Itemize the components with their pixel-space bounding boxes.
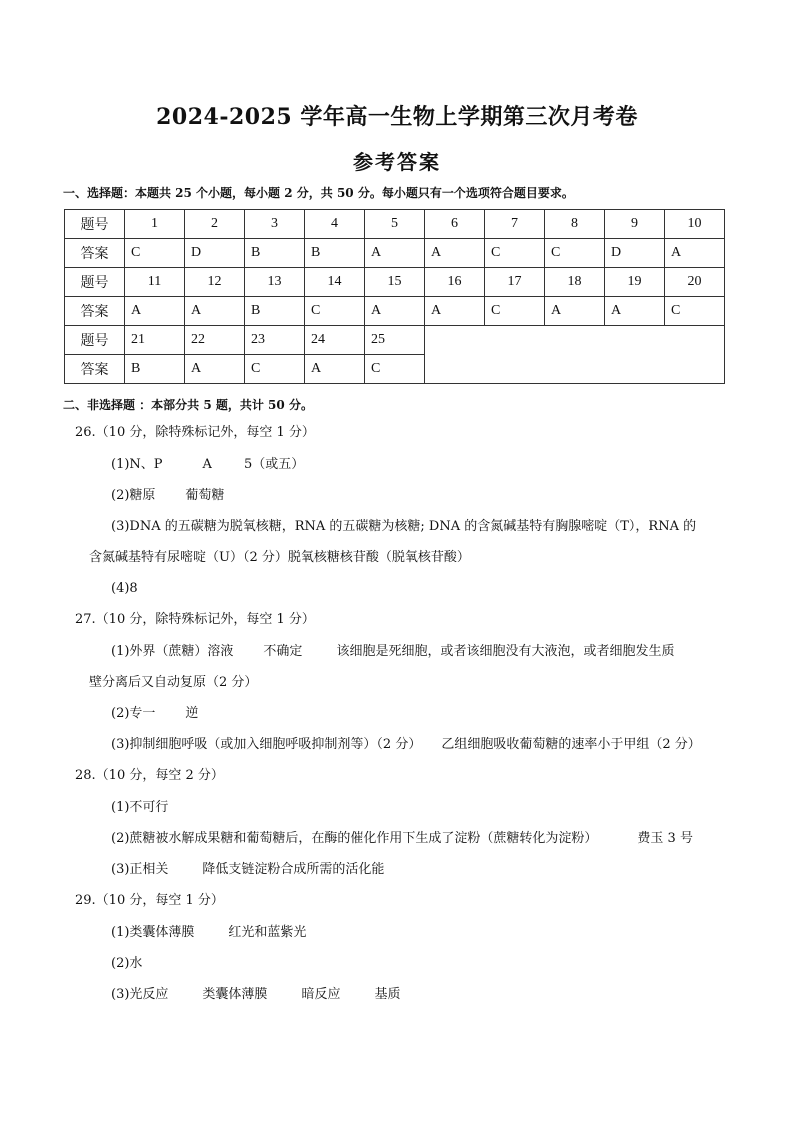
page-title: 2024-2025 学年高一生物上学期第三次月考卷 [156, 104, 638, 130]
q29-line-3 [111, 986, 400, 1004]
table-row-answers [65, 297, 725, 326]
q29-line-2: (2)水 [111, 956, 143, 971]
section-1-heading: 一、选择题：本题共 25 个小题，每小题 2 分，共 50 分。每小题只有一个选项符合题目要求。 [63, 186, 574, 200]
q29-1-answer-b: 红光和蓝紫光 [228, 925, 307, 940]
question-number-cell: 13 [245, 268, 305, 297]
question-number-cell: 20 [665, 268, 725, 297]
answer-cell: C [365, 355, 425, 384]
question-number-cell: 10 [665, 210, 725, 239]
answer-cell: B [305, 239, 365, 268]
empty-table-area [425, 326, 725, 384]
question-number-cell: 4 [305, 210, 365, 239]
table-row-question-numbers [65, 326, 725, 355]
q28-2-answer-b: 费玉 3 号 [637, 831, 693, 846]
answer-cell: B [245, 297, 305, 326]
answer-cell: D [185, 239, 245, 268]
q29-heading: 29.（10 分，每空 1 分） [75, 893, 224, 908]
q26-1-answer-b: A [202, 457, 212, 472]
question-number-cell: 1 [125, 210, 185, 239]
answer-cell: C [305, 297, 365, 326]
q28-line-1: (1)不可行 [111, 800, 169, 815]
q28-2-answer-a: (2)蔗糖被水解成果糖和葡萄糖后，在酶的催化作用下生成了淀粉（蔗糖转化为淀粉） [111, 831, 598, 846]
row-header-answer: 答案 [65, 355, 125, 384]
row-header-question: 题号 [65, 326, 125, 355]
answer-cell: A [125, 297, 185, 326]
q26-line-4: (4)8 [111, 581, 138, 596]
question-number-cell: 7 [485, 210, 545, 239]
answer-cell: C [245, 355, 305, 384]
answer-cell: D [605, 239, 665, 268]
question-number-cell: 25 [365, 326, 425, 355]
q26-line-3a: (3)DNA 的五碳糖为脱氧核糖，RNA 的五碳糖为核糖; DNA 的含氮碱基特有胸腺嘧啶（T），RNA 的 [111, 519, 697, 534]
section-2-heading: 二、非选择题 ：本部分共 5 题，共计 50 分。 [63, 398, 313, 412]
q26-3-answer-a: 含氮碱基特有尿嘧啶（U）（2 分） [89, 550, 288, 565]
question-number-cell: 2 [185, 210, 245, 239]
table-row-question-numbers [65, 268, 725, 297]
q26-line-3b [89, 549, 470, 567]
q26-2-answer-a: (2)糖原 [111, 488, 156, 503]
table-row-answers [65, 239, 725, 268]
q29-3-answer-d: 基质 [374, 987, 401, 1002]
q28-line-2 [111, 830, 693, 848]
q27-2-answer-b: 逆 [185, 706, 199, 721]
q26-2-answer-b: 葡萄糖 [185, 488, 225, 503]
answer-cell: A [605, 297, 665, 326]
answer-cell: C [125, 239, 185, 268]
question-number-cell: 5 [365, 210, 425, 239]
answer-cell: A [365, 297, 425, 326]
question-number-cell: 14 [305, 268, 365, 297]
answer-cell: B [245, 239, 305, 268]
q27-1-answer-c: 该细胞是死细胞，或者该细胞没有大液泡，或者细胞发生质 [336, 644, 675, 659]
question-number-cell: 3 [245, 210, 305, 239]
q27-line-3 [111, 736, 701, 754]
question-number-cell: 18 [545, 268, 605, 297]
answer-cell: C [485, 239, 545, 268]
q26-3-answer-b: 脱氧核糖核苷酸（脱氧核苷酸） [287, 550, 470, 565]
q28-line-3 [111, 861, 384, 879]
q27-line-1b: 壁分离后又自动复原（2 分） [89, 675, 258, 690]
question-number-cell: 23 [245, 326, 305, 355]
question-number-cell: 6 [425, 210, 485, 239]
answer-table [64, 209, 725, 384]
question-number-cell: 16 [425, 268, 485, 297]
question-number-cell: 24 [305, 326, 365, 355]
answer-cell: B [125, 355, 185, 384]
answer-table-body [65, 210, 725, 384]
q28-3-answer-a: (3)正相关 [111, 862, 169, 877]
q27-3-answer-b: 乙组细胞吸收葡萄糖的速率小于甲组（2 分） [441, 737, 701, 752]
answer-cell: C [545, 239, 605, 268]
q29-line-1 [111, 924, 306, 942]
question-number-cell: 15 [365, 268, 425, 297]
answer-cell: A [365, 239, 425, 268]
q28-3-answer-b: 降低支链淀粉合成所需的活化能 [202, 862, 385, 877]
q28-heading: 28.（10 分，每空 2 分） [75, 768, 224, 783]
answer-cell: A [425, 239, 485, 268]
q27-1-answer-a: (1)外界（蔗糖）溶液 [111, 644, 234, 659]
q27-3-answer-a: (3)抑制细胞呼吸（或加入细胞呼吸抑制剂等）（2 分） [111, 737, 422, 752]
page-subtitle: 参考答案 [353, 150, 441, 174]
answer-cell: A [305, 355, 365, 384]
row-header-question: 题号 [65, 268, 125, 297]
q26-1-answer-c: 5（或五） [243, 457, 305, 472]
row-header-answer: 答案 [65, 239, 125, 268]
q27-line-2 [111, 705, 198, 723]
q27-1-answer-b: 不确定 [263, 644, 303, 659]
question-number-cell: 11 [125, 268, 185, 297]
q29-1-answer-a: (1)类囊体薄膜 [111, 925, 195, 940]
q26-1-answer-a: (1)N、P [111, 457, 163, 472]
answer-cell: A [185, 297, 245, 326]
question-number-cell: 12 [185, 268, 245, 297]
q27-line-1 [111, 643, 674, 661]
answer-cell: C [485, 297, 545, 326]
answer-cell: A [665, 239, 725, 268]
question-number-cell: 19 [605, 268, 665, 297]
q26-line-1 [111, 456, 304, 474]
q27-2-answer-a: (2)专一 [111, 706, 156, 721]
q29-3-answer-a: (3)光反应 [111, 987, 169, 1002]
answer-cell: A [425, 297, 485, 326]
q29-3-answer-b: 类囊体薄膜 [202, 987, 268, 1002]
q26-line-2 [111, 487, 224, 505]
answer-cell: C [665, 297, 725, 326]
answer-cell: A [545, 297, 605, 326]
table-row-question-numbers [65, 210, 725, 239]
q29-3-answer-c: 暗反应 [301, 987, 341, 1002]
question-number-cell: 9 [605, 210, 665, 239]
q27-heading: 27.（10 分，除特殊标记外，每空 1 分） [75, 612, 315, 627]
question-number-cell: 21 [125, 326, 185, 355]
question-number-cell: 8 [545, 210, 605, 239]
question-number-cell: 17 [485, 268, 545, 297]
row-header-question: 题号 [65, 210, 125, 239]
row-header-answer: 答案 [65, 297, 125, 326]
question-number-cell: 22 [185, 326, 245, 355]
answer-cell: A [185, 355, 245, 384]
q26-heading: 26.（10 分，除特殊标记外，每空 1 分） [75, 425, 315, 440]
